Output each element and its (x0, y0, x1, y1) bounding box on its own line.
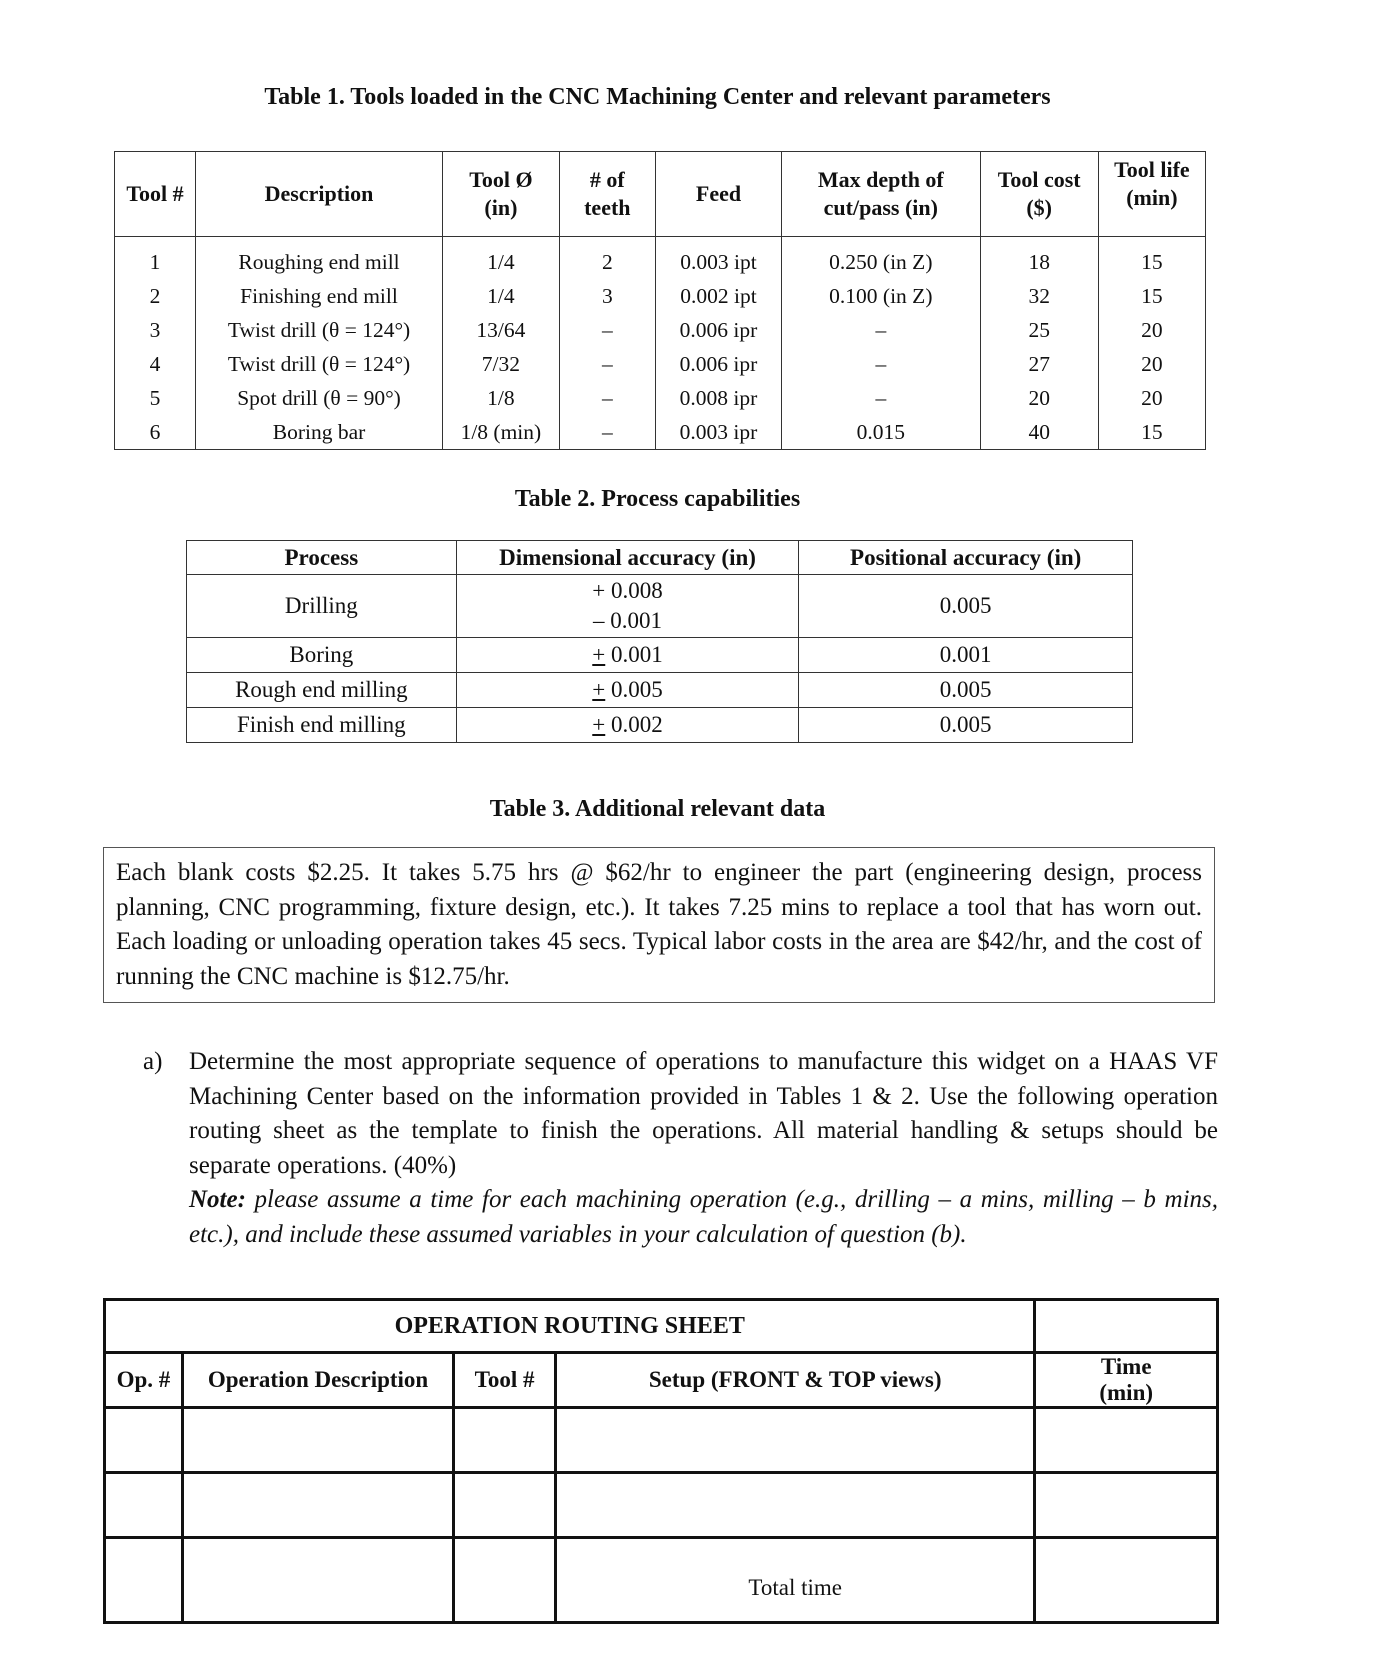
cell[interactable] (182, 1408, 453, 1473)
header-cell: Feed (655, 152, 781, 237)
cell: 0.100 (in Z) (782, 279, 981, 313)
cell: Finish end milling (187, 708, 457, 743)
cell[interactable] (105, 1473, 183, 1538)
note-label: Note: (189, 1186, 246, 1213)
cell: 0.006 ipr (655, 313, 781, 347)
table-row (115, 313, 1206, 347)
cell (456, 638, 799, 673)
header-cell: Dimensional accuracy (in) (456, 541, 799, 575)
header-cell (559, 152, 655, 237)
cell[interactable] (454, 1473, 556, 1538)
table-row (187, 708, 1133, 743)
cell: 20 (980, 381, 1098, 415)
cell: 1/8 (443, 381, 560, 415)
header-cell (980, 152, 1098, 237)
cell: 0.250 (in Z) (782, 237, 981, 280)
plus-minus: + (592, 677, 606, 702)
cell[interactable] (105, 1408, 183, 1473)
cell: 15 (1098, 237, 1205, 280)
total-time-label: Total time (555, 1538, 1034, 1623)
cell: 0.005 (799, 575, 1133, 638)
header-text: Tool Ø (in) (469, 167, 533, 220)
header-cell: Op. # (105, 1353, 183, 1408)
table2-header-row (187, 541, 1133, 575)
header-cell: Positional accuracy (in) (799, 541, 1133, 575)
cell: 5 (115, 381, 196, 415)
cell: 0.003 ipr (655, 415, 781, 450)
table-row (187, 673, 1133, 708)
cell: 32 (980, 279, 1098, 313)
cell: 6 (115, 415, 196, 450)
routing-title-row (105, 1300, 1218, 1353)
header-cell (443, 152, 560, 237)
cell[interactable] (105, 1538, 183, 1623)
table-row (187, 638, 1133, 673)
header-cell: Operation Description (182, 1353, 453, 1408)
cell[interactable] (454, 1538, 556, 1623)
table-row (115, 279, 1206, 313)
header-cell (1098, 152, 1205, 237)
dim-value: 0.001 (605, 642, 663, 667)
cell: – (559, 313, 655, 347)
cell: – (559, 381, 655, 415)
cell: 7/32 (443, 347, 560, 381)
cell (1035, 1300, 1218, 1353)
table-row (115, 381, 1206, 415)
header-cell (782, 152, 981, 237)
cell: 0.005 (799, 708, 1133, 743)
cell: 4 (115, 347, 196, 381)
cell[interactable] (454, 1408, 556, 1473)
cell: 0.001 (799, 638, 1133, 673)
cell: Twist drill (θ = 124°) (196, 347, 443, 381)
cell: – (782, 313, 981, 347)
cell: 27 (980, 347, 1098, 381)
cell[interactable] (1035, 1408, 1218, 1473)
cell: 0.015 (782, 415, 981, 450)
cell: 1/8 (min) (443, 415, 560, 450)
header-text: Tool life (min) (1114, 157, 1190, 210)
cell[interactable] (555, 1473, 1034, 1538)
routing-total-row (105, 1538, 1218, 1623)
table2-process-capabilities (186, 540, 1133, 743)
cell: Twist drill (θ = 124°) (196, 313, 443, 347)
cell: – (782, 347, 981, 381)
cell: Drilling (187, 575, 457, 638)
routing-row (105, 1473, 1218, 1538)
header-cell: Description (196, 152, 443, 237)
cell: Rough end milling (187, 673, 457, 708)
header-cell (1035, 1353, 1218, 1408)
cell: 13/64 (443, 313, 560, 347)
cell[interactable] (555, 1408, 1034, 1473)
routing-row (105, 1408, 1218, 1473)
cell[interactable] (182, 1473, 453, 1538)
cell (456, 673, 799, 708)
cell: 25 (980, 313, 1098, 347)
cell: 0.003 ipt (655, 237, 781, 280)
question-a (143, 1045, 1218, 1252)
routing-header-row (105, 1353, 1218, 1408)
cell: 2 (115, 279, 196, 313)
table3-caption: Table 3. Additional relevant data (489, 796, 826, 822)
table-row (115, 415, 1206, 450)
header-cell: Tool # (115, 152, 196, 237)
header-text: # of teeth (584, 167, 631, 220)
cell: 0.008 ipr (655, 381, 781, 415)
question-label: a) (143, 1048, 163, 1075)
cell: 2 (559, 237, 655, 280)
plus-minus: + (592, 712, 606, 737)
cell[interactable] (182, 1538, 453, 1623)
header-text: Max depth of cut/pass (in) (817, 167, 944, 220)
header-cell: Setup (FRONT & TOP views) (555, 1353, 1034, 1408)
cell: Roughing end mill (196, 237, 443, 280)
cell: 15 (1098, 279, 1205, 313)
total-time-cell[interactable] (1035, 1538, 1218, 1623)
header-cell: Tool # (454, 1353, 556, 1408)
dim-value: 0.005 (605, 677, 663, 702)
operation-routing-sheet (103, 1298, 1219, 1624)
cell: Boring bar (196, 415, 443, 450)
cell: 0.005 (799, 673, 1133, 708)
cell (456, 575, 799, 638)
header-cell: Process (187, 541, 457, 575)
cell: 3 (559, 279, 655, 313)
cell: 1/4 (443, 279, 560, 313)
routing-sheet-title: OPERATION ROUTING SHEET (105, 1300, 1035, 1353)
plus-minus: + (592, 642, 606, 667)
cell: 3 (115, 313, 196, 347)
cell (456, 708, 799, 743)
dim-minus: – 0.001 (593, 608, 663, 633)
table-row (187, 575, 1133, 638)
table1-caption: Table 1. Tools loaded in the CNC Machining Center and relevant parameters (264, 84, 1051, 110)
cell: 18 (980, 237, 1098, 280)
cell: Spot drill (θ = 90°) (196, 381, 443, 415)
table1-tools (114, 151, 1206, 450)
cell: 40 (980, 415, 1098, 450)
cell: – (559, 415, 655, 450)
table-row (115, 237, 1206, 280)
note-text: please assume a time for each machining operation (e.g., drilling – a mins, milling – b mins, etc.), and include these assumed variables in your calculation of question (b). (189, 1186, 1218, 1248)
cell: Finishing end mill (196, 279, 443, 313)
header-text: Time (min) (1099, 1354, 1154, 1405)
cell: Boring (187, 638, 457, 673)
cell: – (559, 347, 655, 381)
cell: – (782, 381, 981, 415)
cell[interactable] (1035, 1473, 1218, 1538)
question-note (189, 1183, 1218, 1252)
cell: 20 (1098, 347, 1205, 381)
table-row (115, 347, 1206, 381)
cell: 15 (1098, 415, 1205, 450)
header-text: Tool cost ($) (997, 167, 1081, 220)
table2-caption: Table 2. Process capabilities (514, 486, 801, 512)
cell: 20 (1098, 313, 1205, 347)
table1-header-row (115, 152, 1206, 237)
cell: 0.002 ipt (655, 279, 781, 313)
table3-text-box: Each blank costs $2.25. It takes 5.75 hrs @ $62/hr to engineer the part (engineering design, process planning, CNC programming, fixture design, etc.). It takes 7.25 mins to replace a tool that has worn out. Each loading or unloading operation takes 45 secs. Typical labor costs in the area are $42/hr, and the cost of running the CNC machine is $12.75/hr. (103, 847, 1215, 1003)
cell: 1 (115, 237, 196, 280)
dim-value: 0.002 (605, 712, 663, 737)
cell: 1/4 (443, 237, 560, 280)
cell: 0.006 ipr (655, 347, 781, 381)
cell: 20 (1098, 381, 1205, 415)
dim-plus: + 0.008 (592, 578, 663, 603)
question-text: Determine the most appropriate sequence of operations to manufacture this widget on a HAAS VF Machining Center based on the information provided in Tables 1 & 2. Use the following operation routing sheet as the template to finish the operations. All material handling & setups should be separate operations. (40%) (189, 1048, 1218, 1179)
